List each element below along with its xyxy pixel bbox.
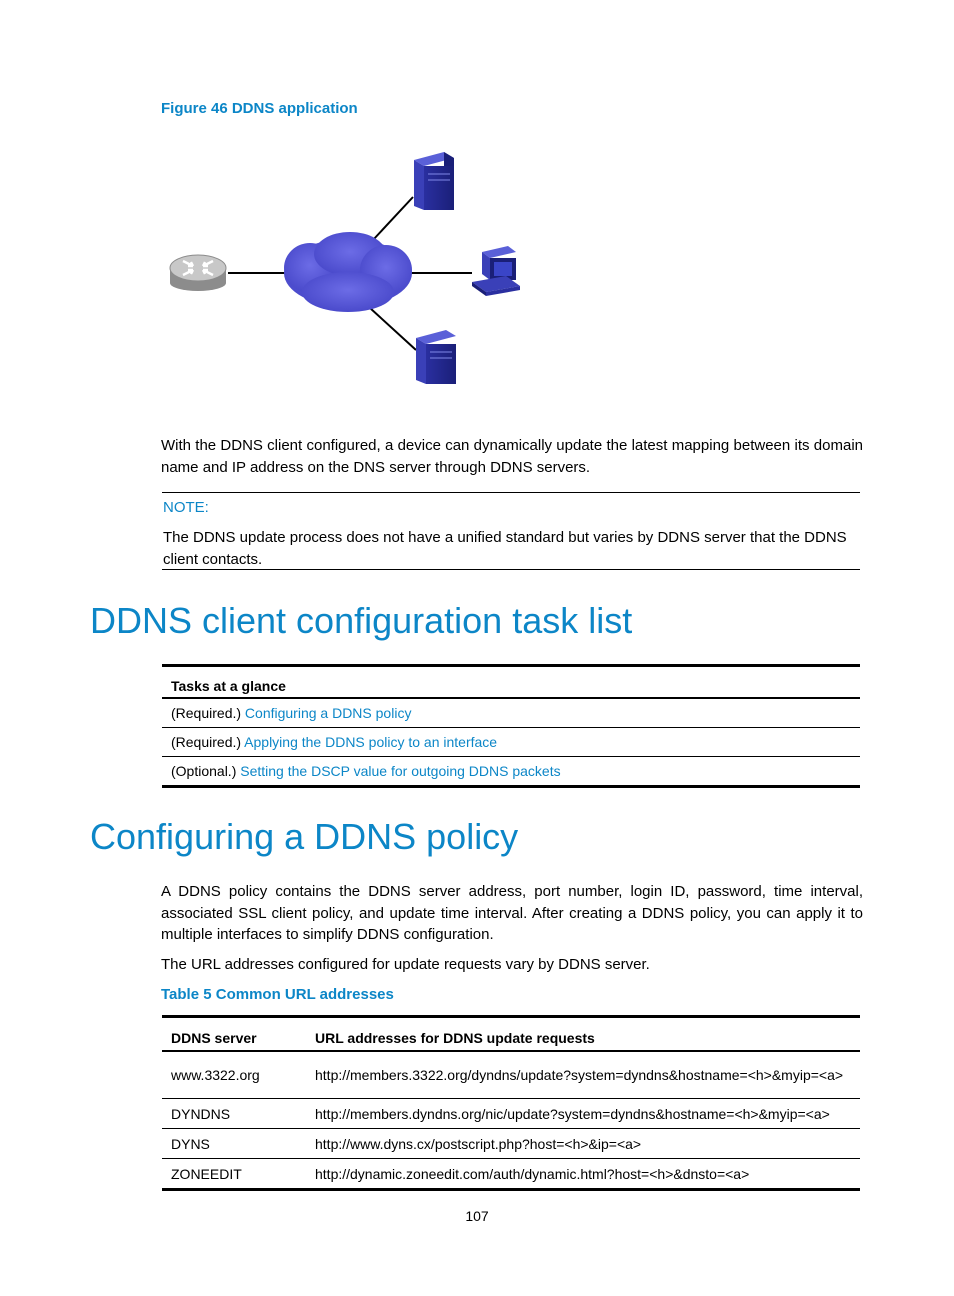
router-icon	[170, 255, 226, 291]
link-configuring-ddns-policy[interactable]: Configuring a DDNS policy	[244, 705, 412, 721]
section-heading-configuring-ddns-policy: Configuring a DDNS policy	[90, 816, 519, 857]
cell-ddns-server: ZONEEDIT	[162, 1159, 306, 1190]
table-caption: Table 5 Common URL addresses	[161, 986, 394, 1003]
link-cloud-server-bottom	[370, 308, 416, 350]
table-row	[162, 1159, 860, 1190]
internet-cloud-icon	[284, 232, 412, 312]
page-number: 107	[465, 1208, 489, 1224]
table-row	[162, 1051, 860, 1099]
cell-ddns-server: DYNS	[162, 1129, 306, 1159]
task-prefix: (Required.)	[171, 734, 242, 750]
link-setting-dscp-value[interactable]: Setting the DSCP value for outgoing DDNS packets	[240, 763, 561, 779]
column-header-ddns-server: DDNS server	[162, 1017, 306, 1052]
link-applying-ddns-policy[interactable]: Applying the DDNS policy to an interface	[244, 734, 498, 750]
task-prefix: (Required.)	[171, 705, 242, 721]
ddns-server-bottom-icon	[416, 330, 456, 384]
column-header-url: URL addresses for DDNS update requests	[306, 1017, 860, 1052]
table-row	[162, 1129, 860, 1159]
policy-description-paragraph: A DDNS policy contains the DDNS server address, port number, login ID, password, time interval, associated SSL client policy, and update time interval. After creating a DDNS policy, you can apply it to multiple interfaces to simplify DDNS configuration.	[161, 883, 863, 943]
task-prefix: (Optional.)	[171, 763, 237, 779]
task-list-table	[162, 664, 860, 788]
ddns-server-top-icon	[414, 152, 454, 210]
task-table-header: Tasks at a glance	[162, 666, 860, 699]
intro-paragraph: With the DDNS client configured, a device can dynamically update the latest mapping between its domain name and IP address on the DNS server through DDNS servers.	[161, 437, 863, 476]
url-intro-paragraph: The URL addresses configured for update requests vary by DDNS server.	[161, 956, 650, 973]
figure-caption: Figure 46 DDNS application	[161, 100, 358, 117]
cell-ddns-server: www.3322.org	[162, 1051, 306, 1099]
table-row	[162, 698, 860, 728]
table-row	[162, 728, 860, 757]
note-label: NOTE:	[163, 499, 209, 516]
note-text: The DDNS update process does not have a unified standard but varies by DDNS server that the DDNS client contacts.	[163, 529, 847, 568]
pc-host-icon	[472, 246, 520, 296]
table-row	[162, 757, 860, 787]
url-addresses-table	[162, 1015, 860, 1191]
ddns-network-diagram	[160, 140, 540, 390]
note-bottom-rule	[162, 569, 860, 570]
cell-url: http://members.3322.org/dyndns/update?system=dyndns&hostname=<h>&myip=<a>	[306, 1051, 860, 1099]
cell-url: http://dynamic.zoneedit.com/auth/dynamic.html?host=<h>&dnsto=<a>	[306, 1159, 860, 1190]
cell-url: http://www.dyns.cx/postscript.php?host=<h>&ip=<a>	[306, 1129, 860, 1159]
note-top-rule	[162, 492, 860, 493]
table-row	[162, 1099, 860, 1129]
cell-ddns-server: DYNDNS	[162, 1099, 306, 1129]
link-cloud-server-top	[373, 197, 413, 240]
cell-url: http://members.dyndns.org/nic/update?system=dyndns&hostname=<h>&myip=<a>	[306, 1099, 860, 1129]
section-heading-task-list: DDNS client configuration task list	[90, 600, 633, 641]
